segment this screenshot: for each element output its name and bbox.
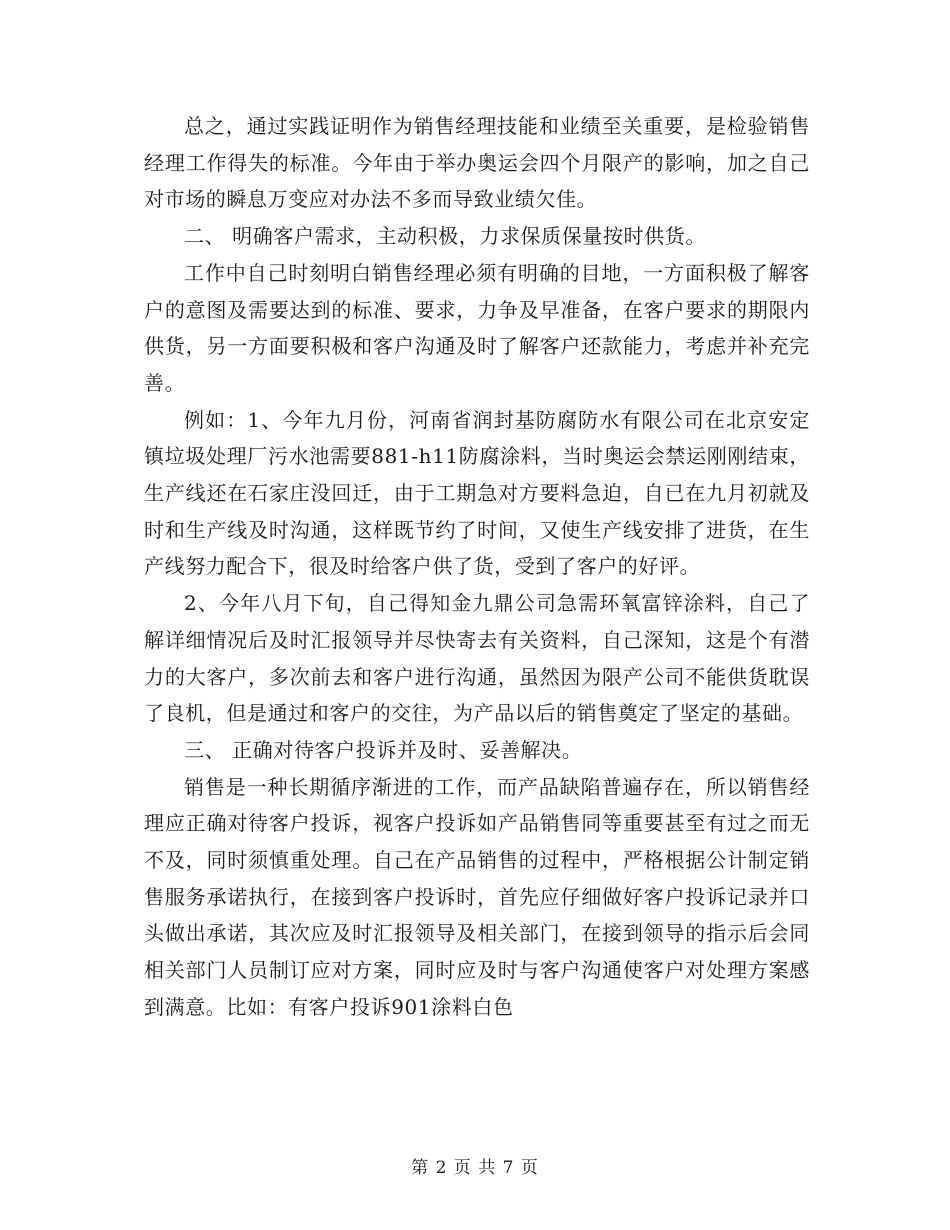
section-heading-3: 三、 正确对待客户投诉并及时、妥善解决。 [184, 737, 583, 762]
paragraph-work: 工作中自己时刻明白销售经理必须有明确的目地，一方面积极了解客户的意图及需要达到的标准、要求，力争及早准备，在客户要求的期限内供货，另一方面要积极和客户沟通及时了解客户还款能力，考虑并补充完善。 [144, 260, 810, 395]
page-number-footer: 第 2 页 共 7 页 [411, 1158, 539, 1178]
section-heading-2: 二、 明确客户需求，主动积极，力求保质保量按时供货。 [184, 224, 706, 249]
paragraph-example-2: 2、今年八月下旬，自己得知金九鼎公司急需环氧富锌涂料，自己了解详细情况后及时汇报领导并尽快寄去有关资料，自己深知，这是个有潜力的大客户，多次前去和客户进行沟通，虽然因为限产公司不能供货耽误了良机，但是通过和客户的交往，为产品以后的销售奠定了坚定的基础。 [144, 591, 810, 726]
paragraph-complaints: 销售是一种长期循序渐进的工作，而产品缺陷普遍存在，所以销售经理应正确对待客户投诉，视客户投诉如产品销售同等重要甚至有过之而无不及，同时须慎重处理。自己在产品销售的过程中，严格根据公计制定销售服务承诺执行，在接到客户投诉时，首先应仔细做好客户投诉记录并口头做出承诺，其次应及时汇报领导及相关部门，在接到领导的指示后会同相关部门人员制订应对方案，同时应及时与客户沟通使客户对处理方案感到满意。比如：有客户投诉901涂料白色 [144, 774, 810, 1019]
paragraph-summary: 总之，通过实践证明作为销售经理技能和业绩至关重要，是检验销售经理工作得失的标准。今年由于举办奥运会四个月限产的影响，加之自己对市场的瞬息万变应对办法不多而导致业绩欠佳。 [144, 114, 810, 212]
paragraph-example-1: 例如：1、今年九月份，河南省润封基防腐防水有限公司在北京安定镇垃圾处理厂污水池需要881-h11防腐涂料，当时奥运会禁运刚刚结束，生产线还在石家庄没回迁，由于工期急对方要料急迫，自已在九月初就及时和生产线及时沟通，这样既节约了时间，又使生产线安排了进货，在生产线努力配合下，很及时给客户供了货，受到了客户的好评。 [144, 407, 810, 579]
body-text [144, 108, 810, 1026]
